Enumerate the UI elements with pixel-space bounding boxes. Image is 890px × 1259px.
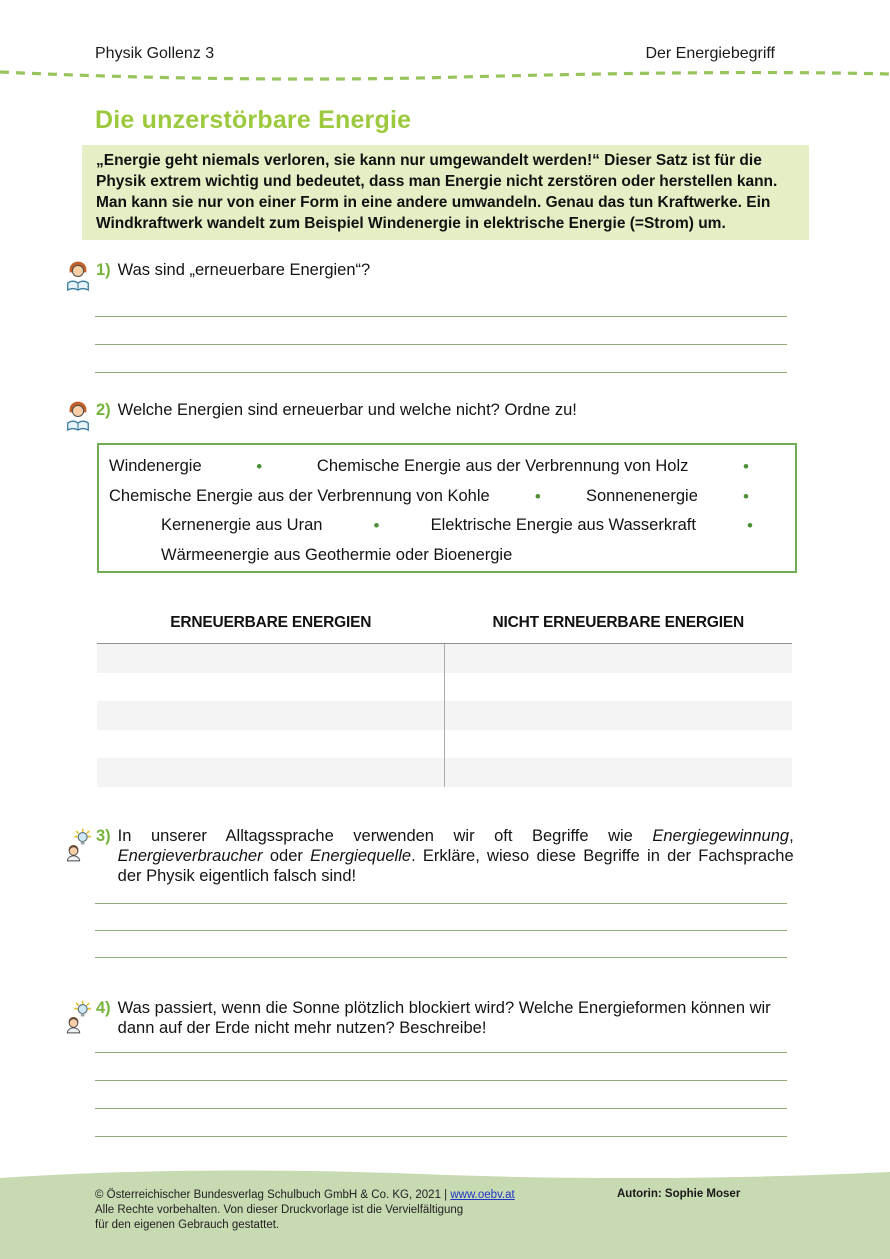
italic-term: Energiequelle	[310, 847, 412, 865]
word-box-line	[99, 511, 795, 541]
table-row	[97, 758, 792, 787]
table-cell[interactable]	[445, 644, 792, 673]
footer-imprint	[95, 1188, 515, 1233]
intro-text: „Energie geht niemals verloren, sie kann nur umgewandelt werden!“ Dieser Satz ist für die Physik extrem wichtig und bedeutet, dass man Energie nicht zerstören oder herstellen kann. Man kann sie nur von einer Form in eine andere umwandeln. Genau das tun Kraftwerke. Ein Windkraftwerk wandelt zum Beispiel Windenergie in elektrische Energie (=Strom) um.	[96, 152, 778, 232]
answer-line[interactable]	[95, 904, 787, 931]
dashed-divider-line	[0, 66, 890, 82]
energy-term: Elektrische Energie aus Wasserkraft	[430, 516, 696, 535]
answer-line[interactable]	[95, 317, 787, 345]
footer-author: Autorin: Sophie Moser	[617, 1188, 741, 1200]
sort-table-headers	[97, 614, 792, 632]
table-cell[interactable]	[445, 730, 792, 759]
energy-term: Windenergie	[109, 457, 202, 476]
answer-line[interactable]	[95, 345, 787, 373]
word-box-line	[99, 482, 795, 512]
copyright-text: © Österreichischer Bundesverlag Schulbuch GmbH & Co. KG, 2021 |	[95, 1189, 451, 1201]
bullet-separator: •	[743, 457, 749, 477]
answer-lines-q1[interactable]	[95, 289, 787, 373]
answer-line[interactable]	[95, 1025, 787, 1053]
sort-table[interactable]	[97, 643, 792, 787]
footer-line2: Alle Rechte vorbehalten. Von dieser Druckvorlage ist die Vervielfältigung	[95, 1204, 464, 1216]
table-cell[interactable]	[445, 758, 792, 787]
table-cell[interactable]	[97, 673, 445, 702]
table-row	[97, 644, 792, 673]
table-cell[interactable]	[97, 758, 445, 787]
question-text: Welche Energien sind erneuerbar und welche nicht? Ordne zu!	[117, 401, 577, 419]
header-book-title: Physik Gollenz 3	[95, 45, 215, 62]
column-header-non-renewable: NICHT ERNEUERBARE ENERGIEN	[492, 614, 744, 631]
answer-lines-q3[interactable]	[95, 877, 787, 958]
text-segment: In unserer Alltagssprache verwenden wir oft Begriffe wie	[117, 827, 653, 845]
text-segment: . Erkläre, wieso diese Begriffe in der Fachsprache der Physik eigentlich falsch sind!	[117, 847, 794, 885]
header-chapter-title: Der Energiebegriff	[645, 45, 775, 62]
italic-term: Energiegewinnung	[652, 827, 790, 845]
publisher-link[interactable]: www.oebv.at	[450, 1189, 515, 1201]
table-cell[interactable]	[97, 730, 445, 759]
table-cell[interactable]	[97, 701, 445, 730]
energy-term: Sonnenenergie	[585, 486, 698, 505]
table-row	[97, 673, 792, 702]
table-row	[97, 701, 792, 730]
answer-line[interactable]	[95, 1109, 787, 1137]
intro-box	[82, 145, 809, 240]
footer	[0, 1168, 890, 1259]
idea-person-icon	[64, 998, 96, 1040]
text-segment: ,	[789, 827, 794, 845]
table-row	[97, 730, 792, 759]
energy-word-box	[97, 443, 797, 573]
footer-line3: für den eigenen Gebrauch gestattet.	[95, 1219, 280, 1231]
idea-person-icon	[64, 826, 96, 868]
bullet-separator: •	[743, 486, 749, 506]
answer-lines-q4[interactable]	[95, 1025, 787, 1137]
energy-term: Chemische Energie aus der Verbrennung von Kohle	[109, 486, 490, 505]
question-number: 2)	[96, 401, 111, 419]
bullet-separator: •	[747, 516, 753, 536]
answer-line[interactable]	[95, 877, 787, 904]
word-box-line	[99, 541, 795, 571]
page-title: Die unzerstörbare Energie	[95, 106, 412, 134]
energy-term: Wärmeenergie aus Geothermie oder Bioenergie	[161, 545, 513, 564]
italic-term: Energieverbraucher	[117, 847, 263, 865]
answer-line[interactable]	[95, 1081, 787, 1109]
bullet-separator: •	[256, 457, 263, 477]
reading-person-icon	[64, 400, 96, 438]
column-header-renewable: ERNEUERBARE ENERGIEN	[170, 614, 372, 631]
question-number: 4)	[96, 999, 111, 1017]
reading-person-icon	[64, 260, 96, 298]
table-cell[interactable]	[445, 701, 792, 730]
table-cell[interactable]	[97, 644, 445, 673]
word-box-line	[99, 452, 795, 482]
answer-line[interactable]	[95, 289, 787, 317]
question-text: Was passiert, wenn die Sonne plötzlich blockiert wird? Welche Energieformen können wir dann auf der Erde nicht mehr nutzen? Beschreibe!	[117, 999, 771, 1037]
footer-wave-edge	[0, 1168, 890, 1186]
answer-line[interactable]	[95, 1053, 787, 1081]
question-2	[64, 400, 804, 438]
table-cell[interactable]	[445, 673, 792, 702]
question-text: Was sind „erneuerbare Energien“?	[117, 261, 371, 279]
energy-term: Kernenergie aus Uran	[161, 516, 323, 535]
text-segment: oder	[262, 847, 311, 865]
bullet-separator: •	[373, 516, 380, 536]
energy-term: Chemische Energie aus der Verbrennung von Holz	[316, 457, 689, 476]
question-number: 3)	[96, 827, 111, 845]
bullet-separator: •	[534, 486, 541, 506]
question-number: 1)	[96, 261, 111, 279]
answer-line[interactable]	[95, 931, 787, 958]
